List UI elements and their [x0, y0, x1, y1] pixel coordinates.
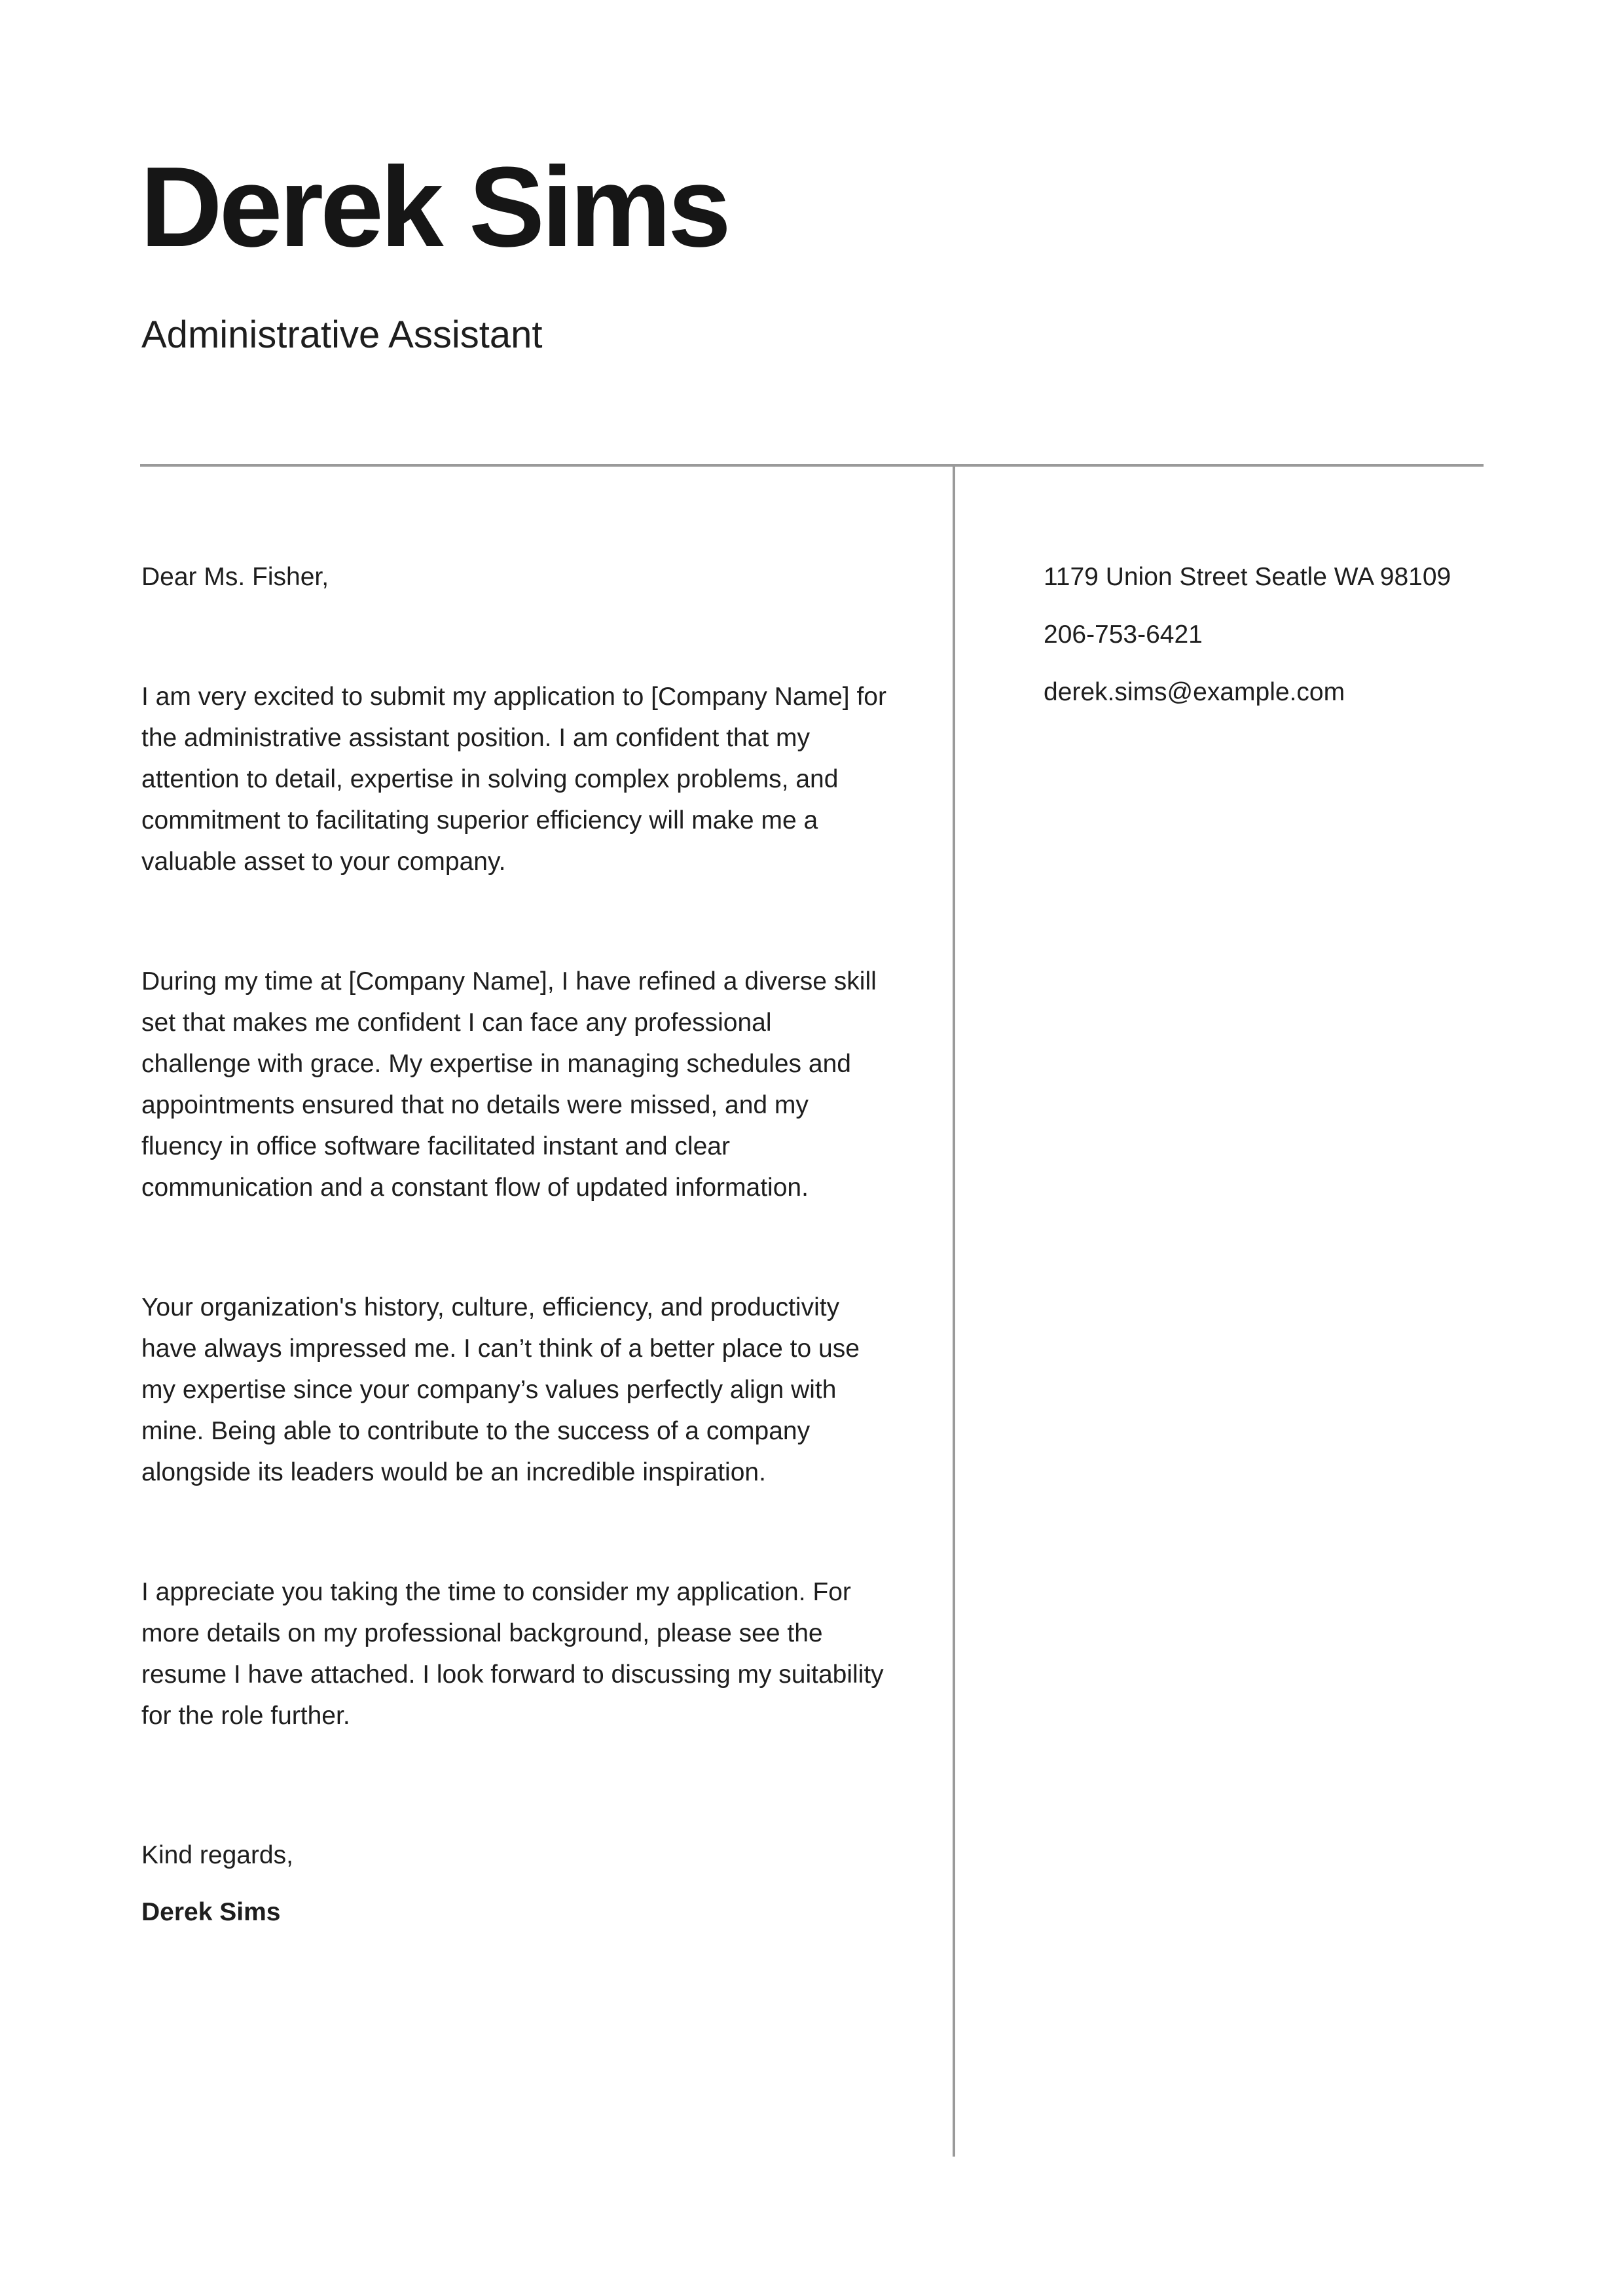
horizontal-divider [140, 464, 1484, 467]
letter-paragraph: During my time at [Company Name], I have refined a diverse skill set that makes me confident I can face any professional challenge with grace. My expertise in managing schedules and appointments ensured that no details were missed, and my fluency in office software facilitated instant and clear communication and a constant flow of updated information. [141, 967, 877, 1202]
vertical-divider [953, 464, 955, 2157]
job-title: Administrative Assistant [141, 314, 543, 356]
phone-number: 206-753-6421 [1044, 620, 1203, 649]
letter-paragraph: I am very excited to submit my application to [Company Name] for the administrative assistant position. I am confident that my attention to detail, expertise in solving complex problems, and commitment to facilitating superior efficiency will make me a valuable asset to your company. [141, 683, 886, 876]
letter-paragraph: I appreciate you taking the time to consider my application. For more details on my professional background, please see the resume I have attached. I look forward to discussing my suitability for the role further. [141, 1578, 884, 1730]
email-address: derek.sims@example.com [1044, 678, 1345, 706]
address: 1179 Union Street Seatle WA 98109 [1044, 563, 1451, 591]
closing: Kind regards, [141, 1841, 293, 1869]
salutation: Dear Ms. Fisher, [141, 563, 329, 591]
applicant-name: Derek Sims [140, 143, 728, 270]
letter-paragraph: Your organization's history, culture, efficiency, and productivity have always impressed me. I can’t think of a better place to use my expertise since your company’s values perfectly align with mine. Being able to contribute to the success of a company alongside its leaders would be an incredible inspiration. [141, 1293, 860, 1486]
signature: Derek Sims [141, 1898, 281, 1926]
letter-body [141, 556, 888, 1933]
contact-info [1044, 556, 1463, 729]
